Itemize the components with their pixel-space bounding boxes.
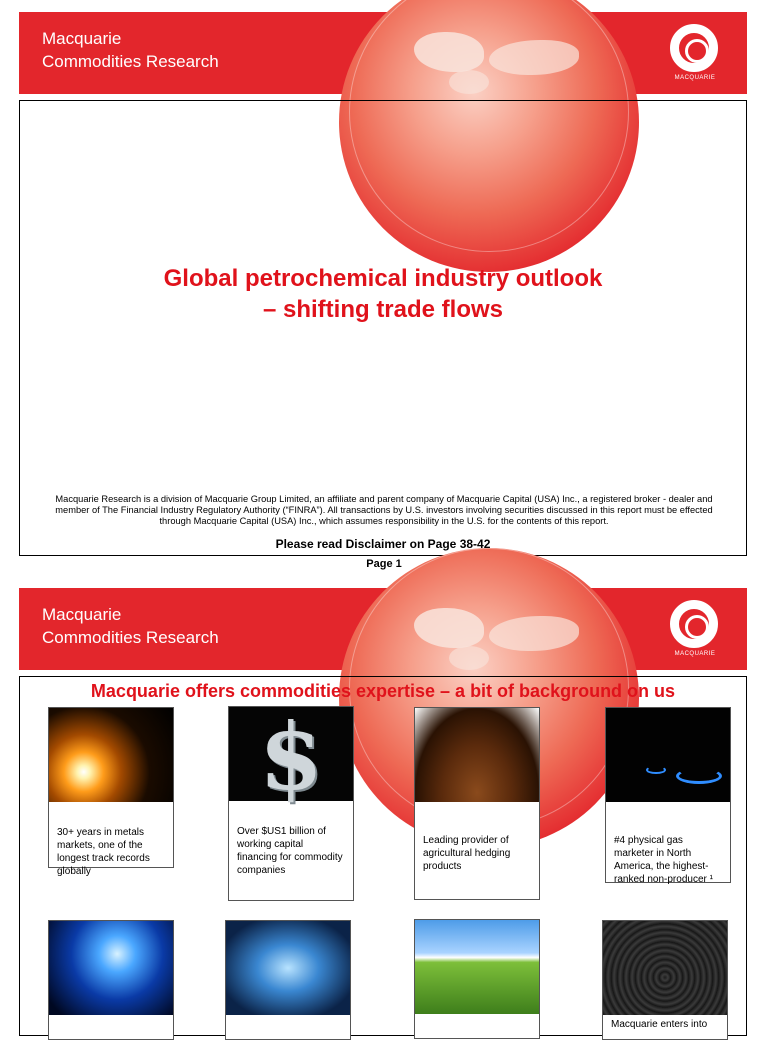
light-bulb-photo (49, 921, 173, 1015)
card-gas (605, 707, 731, 883)
card-global (225, 920, 351, 1040)
logo-text: MACQUARIE (674, 651, 716, 657)
macquarie-logo-icon (670, 600, 718, 648)
coil-photo (603, 921, 727, 1015)
brand-line2: Commodities Research (42, 52, 219, 71)
read-disclaimer-note: Please read Disclaimer on Page 38-42 (275, 537, 491, 551)
macquarie-logo-icon (670, 24, 718, 72)
brand-line1: Macquarie (42, 605, 122, 624)
background-slide (19, 676, 747, 1036)
card-text: Over $US1 billion of working capital financing for commodity companies (237, 826, 343, 876)
metal-sparks-photo (49, 708, 173, 802)
brand-line2: Commodities Research (42, 628, 219, 647)
card-financing (228, 703, 354, 901)
header-banner (19, 588, 747, 670)
slide-title: Macquarie offers commodities expertise – a bit of background on us (90, 681, 676, 701)
page-number: Page 1 (366, 558, 402, 570)
flame-icon (676, 768, 722, 784)
disclaimer-text: Macquarie Research is a division of Macquarie Group Limited, an affiliate and parent company of Macquarie Capital (USA) Inc., a registered broker - dealer and member of The Financial Industry Regulatory Authority (“FINRA”). All transactions by U.S. investors involving securities discussed in this report must be effected through Macquarie Capital (USA) Inc., which assumes responsibility in the U.S. for the contents of this report. (55, 494, 713, 526)
card-text: #4 physical gas marketer in North America, the highest-ranked non-producer ¹ (614, 835, 713, 885)
brand-line1: Macquarie (42, 29, 122, 48)
world-map-photo (226, 921, 350, 1015)
corn-field-photo (415, 920, 539, 1014)
coffee-beans-photo (415, 708, 539, 802)
card-metals (48, 707, 174, 877)
card-grains (414, 919, 540, 1039)
card-coil (602, 920, 728, 1040)
logo-text: MACQUARIE (674, 75, 716, 81)
dollar-sign-photo: $ (229, 707, 353, 801)
card-text: Leading provider of agricultural hedging products (423, 835, 511, 872)
card-text: 30+ years in metals markets, one of the longest track records globally (57, 827, 150, 877)
card-text: Macquarie enters into (611, 1019, 708, 1030)
card-power (48, 920, 174, 1040)
page-title: Global petrochemical industry outlook – shifting trade flows (163, 265, 603, 323)
gas-flame-photo (606, 708, 730, 802)
title-slide (19, 100, 747, 556)
card-agriculture (414, 707, 540, 900)
header-banner (19, 12, 747, 94)
